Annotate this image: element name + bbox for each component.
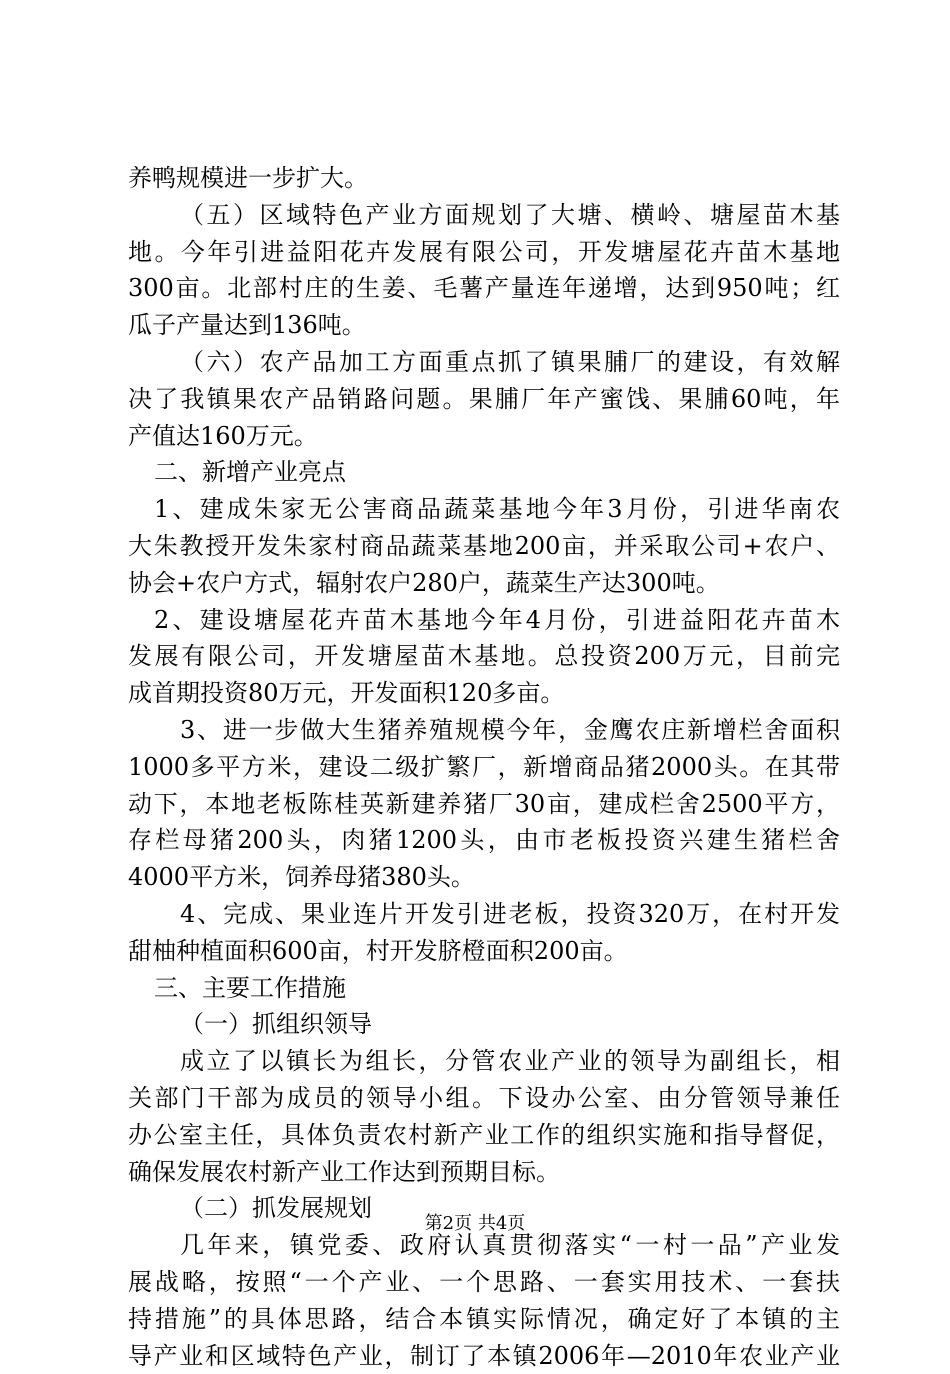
text-line: 3、进一步做大生猪养殖规模今年，金鹰农庄新增栏舍面积: [128, 712, 840, 749]
page-number-label: 第2页 共4页: [425, 1213, 526, 1234]
subsection-heading: （二）抓发展规划: [128, 1190, 840, 1227]
text-line: 关部门干部为成员的领导小组。下设办公室、由分管领导兼任: [128, 1080, 840, 1117]
text-line: 产值达160万元。: [128, 418, 840, 455]
text-line: 大朱教授开发朱家村商品蔬菜基地200亩，并采取公司+农户、: [128, 528, 840, 565]
subsection-heading: （一）抓组织领导: [128, 1006, 840, 1043]
text-line: 300亩。北部村庄的生姜、毛薯产量连年递增，达到950吨；红: [128, 270, 840, 307]
text-line: 展战略，按照“一个产业、一个思路、一套实用技术、一套扶: [128, 1264, 840, 1301]
text-line: 4、完成、果业连片开发引进老板，投资320万，在村开发: [128, 896, 840, 933]
section-heading: 三、主要工作措施: [128, 970, 840, 1007]
page-footer: [0, 1212, 950, 1236]
text-line: 地。今年引进益阳花卉发展有限公司，开发塘屋花卉苗木基地: [128, 234, 840, 271]
text-line: 瓜子产量达到136吨。: [128, 307, 840, 344]
text-line: 1、建成朱家无公害商品蔬菜基地今年3月份，引进华南农: [128, 491, 840, 528]
text-line: 持措施”的具体思路，结合本镇实际情况，确定好了本镇的主: [128, 1301, 840, 1338]
text-line: 成立了以镇长为组长，分管农业产业的领导为副组长，相: [128, 1043, 840, 1080]
text-line: 决了我镇果农产品销路问题。果脯厂年产蜜饯、果脯60吨，年: [128, 381, 840, 418]
text-line: 存栏母猪200头，肉猪1200头，由市老板投资兴建生猪栏舍: [128, 822, 840, 859]
text-line: 几年来，镇党委、政府认真贯彻落实“一村一品”产业发: [128, 1227, 840, 1264]
document-body: [128, 160, 840, 1374]
text-line: 1000多平方米，建设二级扩繁厂，新增商品猪2000头。在其带: [128, 749, 840, 786]
section-heading: 二、新增产业亮点: [128, 454, 840, 491]
text-line: （六）农产品加工方面重点抓了镇果脯厂的建设，有效解: [128, 344, 840, 381]
text-line: 4000平方米，饲养母猪380头。: [128, 859, 840, 896]
text-line: 确保发展农村新产业工作达到预期目标。: [128, 1154, 840, 1191]
text-line: 协会+农户方式，辐射农户280户，蔬菜生产达300吨。: [128, 565, 840, 602]
text-line: 甜柚种植面积600亩，村开发脐橙面积200亩。: [128, 933, 840, 970]
text-line: 成首期投资80万元，开发面积120多亩。: [128, 675, 840, 712]
text-line: 办公室主任，具体负责农村新产业工作的组织实施和指导督促，: [128, 1117, 840, 1154]
text-line: （五）区域特色产业方面规划了大塘、横岭、塘屋苗木基: [128, 197, 840, 234]
text-line: 发展有限公司，开发塘屋苗木基地。总投资200万元，目前完: [128, 638, 840, 675]
text-line: 动下，本地老板陈桂英新建养猪厂30亩，建成栏舍2500平方，: [128, 786, 840, 823]
text-line: 养鸭规模进一步扩大。: [128, 160, 840, 197]
text-line: 导产业和区域特色产业，制订了本镇2006年—2010年农业产业: [128, 1338, 840, 1374]
text-line: 2、建设塘屋花卉苗木基地今年4月份，引进益阳花卉苗木: [128, 602, 840, 639]
